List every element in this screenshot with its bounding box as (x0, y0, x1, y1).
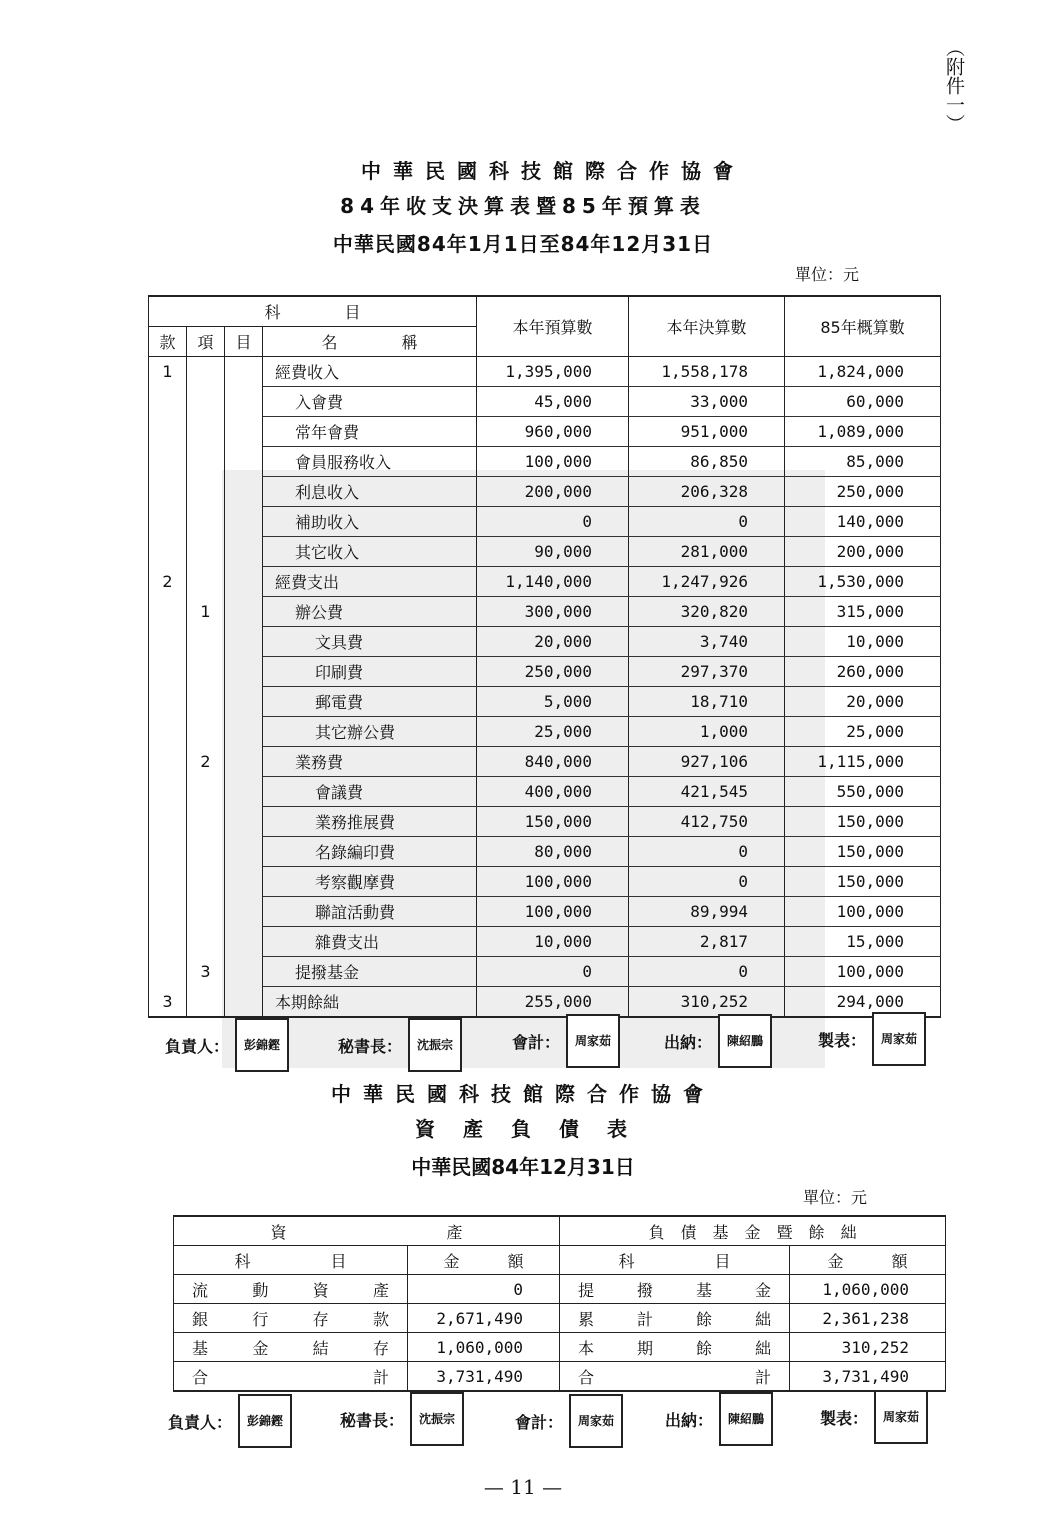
item-name: 文具費 (263, 627, 477, 657)
balance-association-title: 中華民國科技館際合作協會 (331, 1082, 715, 1106)
mu-cell (225, 807, 263, 837)
budget-table (148, 295, 941, 1018)
secretary-signature-2: 秘書長： 沈振宗 (340, 1392, 464, 1446)
liabilities-header: 負 債 基 金 暨 餘 絀 (560, 1216, 946, 1246)
asset-amount: 1,060,000 (408, 1333, 560, 1362)
kuan-cell (149, 387, 187, 417)
estimate-value: 100,000 (785, 957, 941, 987)
liability-name: 合計 (560, 1362, 790, 1392)
xiang-cell (187, 807, 225, 837)
mu-cell (225, 837, 263, 867)
item-name: 業務推展費 (263, 807, 477, 837)
item-name: 本期餘絀 (263, 987, 477, 1018)
budget-value: 80,000 (477, 837, 629, 867)
item-name: 入會費 (263, 387, 477, 417)
balance-table (173, 1215, 946, 1392)
mu-cell (225, 717, 263, 747)
item-name: 其它收入 (263, 537, 477, 567)
xiang-cell (187, 777, 225, 807)
mu-header: 目 (225, 327, 263, 357)
kuan-cell (149, 747, 187, 777)
period-title: 中華民國84年1月1日至84年12月31日 (332, 232, 714, 256)
table-row (149, 477, 941, 507)
final-value: 33,000 (629, 387, 785, 417)
accountant-signature: 會計： 周家茹 (512, 1014, 620, 1068)
budget-value: 0 (477, 957, 629, 987)
estimate-value: 85,000 (785, 447, 941, 477)
xiang-cell (187, 387, 225, 417)
xiang-cell (187, 537, 225, 567)
liability-name: 累計餘絀 (560, 1304, 790, 1333)
table-row (149, 897, 941, 927)
final-value: 86,850 (629, 447, 785, 477)
mu-cell (225, 387, 263, 417)
xiang-cell: 2 (187, 747, 225, 777)
subject-header: 科 目 (149, 296, 477, 327)
liability-amount: 310,252 (790, 1333, 946, 1362)
item-name: 提撥基金 (263, 957, 477, 987)
mu-cell (225, 447, 263, 477)
estimate-value: 260,000 (785, 657, 941, 687)
item-name: 雜費支出 (263, 927, 477, 957)
budget-value: 20,000 (477, 627, 629, 657)
liability-name: 本期餘絀 (560, 1333, 790, 1362)
xiang-cell (187, 837, 225, 867)
kuan-cell (149, 687, 187, 717)
kuan-cell (149, 477, 187, 507)
table-row (174, 1362, 946, 1392)
statement-title: 84年收支決算表暨85年預算表 (340, 194, 706, 218)
mu-cell (225, 867, 263, 897)
preparer-seal-2: 周家茹 (874, 1390, 928, 1444)
liab-amount-header: 金 額 (790, 1246, 946, 1275)
accountant-seal: 周家茹 (566, 1014, 620, 1068)
table-row (149, 657, 941, 687)
head-seal: 彭錦鏗 (235, 1018, 289, 1072)
estimate-value: 315,000 (785, 597, 941, 627)
association-title: 中華民國科技館際合作協會 (361, 159, 745, 183)
estimate-value: 294,000 (785, 987, 941, 1018)
xiang-cell (187, 897, 225, 927)
item-name: 郵電費 (263, 687, 477, 717)
final-value: 89,994 (629, 897, 785, 927)
final-value: 1,000 (629, 717, 785, 747)
secretary-seal-2: 沈振宗 (410, 1392, 464, 1446)
item-name: 辦公費 (263, 597, 477, 627)
final-value: 0 (629, 867, 785, 897)
table-row (149, 417, 941, 447)
mu-cell (225, 987, 263, 1018)
budget-value: 10,000 (477, 927, 629, 957)
xiang-cell (187, 627, 225, 657)
kuan-cell (149, 657, 187, 687)
xiang-cell (187, 687, 225, 717)
xiang-cell (187, 357, 225, 387)
table-row (149, 867, 941, 897)
xiang-cell (187, 987, 225, 1018)
cashier-seal-2: 陳紹鵬 (719, 1392, 773, 1446)
budget-value: 100,000 (477, 447, 629, 477)
table-row (149, 717, 941, 747)
kuan-cell (149, 447, 187, 477)
final-value: 927,106 (629, 747, 785, 777)
liab-subject-header: 科 目 (560, 1246, 790, 1275)
table-row (149, 627, 941, 657)
item-name: 其它辦公費 (263, 717, 477, 747)
table-row (149, 537, 941, 567)
head-signature: 負責人： 彭錦鏗 (165, 1018, 289, 1072)
cashier-signature-2: 出納： 陳紹鵬 (665, 1392, 773, 1446)
balance-body (174, 1216, 946, 1391)
mu-cell (225, 477, 263, 507)
unit-label: 單位：元 (795, 265, 860, 284)
final-value: 320,820 (629, 597, 785, 627)
mu-cell (225, 417, 263, 447)
xiang-cell (187, 867, 225, 897)
assets-amount-header: 金 額 (408, 1246, 560, 1275)
mu-cell (225, 567, 263, 597)
cashier-signature: 出納： 陳紹鵬 (664, 1014, 772, 1068)
estimate-value: 150,000 (785, 807, 941, 837)
item-name: 名錄編印費 (263, 837, 477, 867)
final-value: 412,750 (629, 807, 785, 837)
kuan-cell (149, 807, 187, 837)
final-value: 297,370 (629, 657, 785, 687)
budget-value: 100,000 (477, 897, 629, 927)
estimate-value: 1,089,000 (785, 417, 941, 447)
kuan-cell (149, 777, 187, 807)
table-row (149, 597, 941, 627)
cashier-seal: 陳紹鵬 (718, 1014, 772, 1068)
final-value: 0 (629, 507, 785, 537)
mu-cell (225, 657, 263, 687)
balance-date-title: 中華民國84年12月31日 (411, 1155, 635, 1179)
budget-value: 5,000 (477, 687, 629, 717)
budget-value: 200,000 (477, 477, 629, 507)
estimate-value: 60,000 (785, 387, 941, 417)
xiang-cell (187, 927, 225, 957)
kuan-cell (149, 927, 187, 957)
mu-cell (225, 597, 263, 627)
mu-cell (225, 507, 263, 537)
budget-value: 25,000 (477, 717, 629, 747)
kuan-cell (149, 627, 187, 657)
xiang-header: 項 (187, 327, 225, 357)
budget-value: 400,000 (477, 777, 629, 807)
table-row (149, 777, 941, 807)
secretary-signature: 秘書長： 沈振宗 (338, 1018, 462, 1072)
final-value: 310,252 (629, 987, 785, 1018)
kuan-cell (149, 717, 187, 747)
balance-unit-label: 單位：元 (803, 1188, 868, 1207)
final-value: 421,545 (629, 777, 785, 807)
item-name: 聯誼活動費 (263, 897, 477, 927)
final-value: 3,740 (629, 627, 785, 657)
xiang-cell (187, 417, 225, 447)
name-header: 名 稱 (263, 327, 477, 357)
table-row (174, 1275, 946, 1304)
kuan-cell: 2 (149, 567, 187, 597)
item-name: 補助收入 (263, 507, 477, 537)
budget-value: 300,000 (477, 597, 629, 627)
item-name: 考察觀摩費 (263, 867, 477, 897)
xiang-cell (187, 477, 225, 507)
estimate-value: 550,000 (785, 777, 941, 807)
estimate-value: 150,000 (785, 867, 941, 897)
estimate-value: 15,000 (785, 927, 941, 957)
final-value: 18,710 (629, 687, 785, 717)
assets-subject-header: 科 目 (174, 1246, 408, 1275)
budget-body (149, 357, 941, 1018)
kuan-cell: 1 (149, 357, 187, 387)
xiang-cell (187, 447, 225, 477)
accountant-seal-2: 周家茹 (569, 1394, 623, 1448)
balance-sheet-title: 資 產 負 債 表 (415, 1117, 631, 1141)
final-header: 本年決算數 (629, 296, 785, 357)
asset-name: 流動資產 (174, 1275, 408, 1304)
xiang-cell (187, 507, 225, 537)
budget-value: 90,000 (477, 537, 629, 567)
mu-cell (225, 687, 263, 717)
head-seal-2: 彭錦鏗 (238, 1394, 292, 1448)
estimate-value: 100,000 (785, 897, 941, 927)
estimate-value: 25,000 (785, 717, 941, 747)
budget-value: 960,000 (477, 417, 629, 447)
head-signature-2: 負責人： 彭錦鏗 (168, 1394, 292, 1448)
item-name: 經費支出 (263, 567, 477, 597)
final-value: 0 (629, 957, 785, 987)
estimate-value: 1,530,000 (785, 567, 941, 597)
estimate-value: 140,000 (785, 507, 941, 537)
page-number: — 11 — (483, 1475, 563, 1499)
final-value: 1,247,926 (629, 567, 785, 597)
budget-value: 150,000 (477, 807, 629, 837)
item-name: 業務費 (263, 747, 477, 777)
xiang-cell: 1 (187, 597, 225, 627)
kuan-cell (149, 897, 187, 927)
kuan-header: 款 (149, 327, 187, 357)
liability-amount: 2,361,238 (790, 1304, 946, 1333)
preparer-signature-2: 製表： 周家茹 (820, 1390, 928, 1444)
estimate-value: 150,000 (785, 837, 941, 867)
item-name: 常年會費 (263, 417, 477, 447)
kuan-cell (149, 837, 187, 867)
estimate-header: 85年概算數 (785, 296, 941, 357)
asset-amount: 2,671,490 (408, 1304, 560, 1333)
final-value: 281,000 (629, 537, 785, 567)
mu-cell (225, 627, 263, 657)
final-value: 951,000 (629, 417, 785, 447)
asset-name: 基金結存 (174, 1333, 408, 1362)
budget-value: 250,000 (477, 657, 629, 687)
estimate-value: 200,000 (785, 537, 941, 567)
mu-cell (225, 927, 263, 957)
liability-amount: 1,060,000 (790, 1275, 946, 1304)
mu-cell (225, 537, 263, 567)
xiang-cell (187, 657, 225, 687)
item-name: 經費收入 (263, 357, 477, 387)
mu-cell (225, 777, 263, 807)
kuan-cell: 3 (149, 987, 187, 1018)
xiang-cell (187, 717, 225, 747)
final-value: 0 (629, 837, 785, 867)
final-value: 206,328 (629, 477, 785, 507)
attachment-note: （附件一） (943, 38, 965, 133)
estimate-value: 250,000 (785, 477, 941, 507)
table-row (149, 807, 941, 837)
item-name: 印刷費 (263, 657, 477, 687)
final-value: 2,817 (629, 927, 785, 957)
kuan-cell (149, 957, 187, 987)
assets-header: 資 產 (174, 1216, 560, 1246)
mu-cell (225, 957, 263, 987)
preparer-seal: 周家茹 (872, 1012, 926, 1066)
final-value: 1,558,178 (629, 357, 785, 387)
budget-value: 1,395,000 (477, 357, 629, 387)
preparer-signature: 製表： 周家茹 (818, 1012, 926, 1066)
budget-value: 100,000 (477, 867, 629, 897)
item-name: 利息收入 (263, 477, 477, 507)
budget-value: 45,000 (477, 387, 629, 417)
table-row (149, 567, 941, 597)
estimate-value: 1,824,000 (785, 357, 941, 387)
mu-cell (225, 357, 263, 387)
asset-amount: 3,731,490 (408, 1362, 560, 1392)
budget-header: 本年預算數 (477, 296, 629, 357)
kuan-cell (149, 867, 187, 897)
mu-cell (225, 897, 263, 927)
kuan-cell (149, 417, 187, 447)
asset-name: 合計 (174, 1362, 408, 1392)
estimate-value: 10,000 (785, 627, 941, 657)
table-row (174, 1333, 946, 1362)
estimate-value: 20,000 (785, 687, 941, 717)
xiang-cell: 3 (187, 957, 225, 987)
item-name: 會員服務收入 (263, 447, 477, 477)
secretary-seal: 沈振宗 (408, 1018, 462, 1072)
asset-name: 銀行存款 (174, 1304, 408, 1333)
table-row (149, 837, 941, 867)
kuan-cell (149, 537, 187, 567)
budget-value: 1,140,000 (477, 567, 629, 597)
kuan-cell (149, 597, 187, 627)
asset-amount: 0 (408, 1275, 560, 1304)
kuan-cell (149, 507, 187, 537)
mu-cell (225, 747, 263, 777)
table-row (149, 687, 941, 717)
table-row (174, 1304, 946, 1333)
budget-value: 0 (477, 507, 629, 537)
table-row (149, 447, 941, 477)
table-row (149, 507, 941, 537)
accountant-signature-2: 會計： 周家茹 (515, 1394, 623, 1448)
budget-value: 840,000 (477, 747, 629, 777)
liability-amount: 3,731,490 (790, 1362, 946, 1392)
estimate-value: 1,115,000 (785, 747, 941, 777)
table-row (149, 927, 941, 957)
table-row (149, 357, 941, 387)
item-name: 會議費 (263, 777, 477, 807)
liability-name: 提撥基金 (560, 1275, 790, 1304)
table-row (149, 747, 941, 777)
table-row (149, 387, 941, 417)
xiang-cell (187, 567, 225, 597)
table-row (149, 957, 941, 987)
budget-value: 255,000 (477, 987, 629, 1018)
